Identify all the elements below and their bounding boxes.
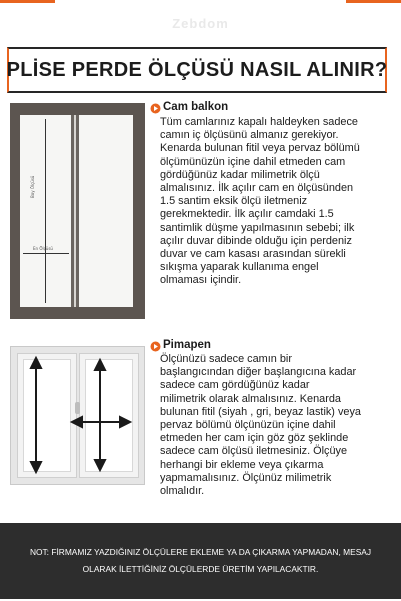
page-title: PLİSE PERDE ÖLÇÜSÜ NASIL ALINIR? [6,58,388,81]
text-line: açılır duvar dibinde olduğu için perdeniz [160,234,352,247]
text-line: milimetrik olarak almalısınız. Kenarda [160,392,341,405]
cam-balkon-description [160,116,360,288]
text-line: pervaz bölümü ölçünüzün içine dahil [160,419,336,432]
text-line: gerekmektedir. İlk açılır camdaki 1.5 [160,208,334,221]
width-label: En Ölçüsü [33,246,53,251]
text-line: camın iç ölçüsünü almanız gerekiyor. [160,129,339,142]
text-line: almalısınız. İlk açılır cam en ölçüsünden [160,182,354,195]
text-line: Ölçünüzü sadece camın bir [160,353,292,365]
cam-balkon-image [10,103,145,319]
text-line: etmeden her cam için göz göz şeklinde [160,432,349,445]
section-heading-cam-balkon: Cam balkon [163,101,229,113]
title-box [7,47,387,93]
section-heading-pimapen: Pimapen [163,339,211,351]
note-line: NOT: FİRMAMIZ YAZDIĞINIZ ÖLÇÜLERE EKLEME YA DA ÇIKARMA YAPMADAN, MESAJ [29,547,372,557]
text-line: gördüğünüz kadar milimetrik ölçü [160,168,320,181]
text-line: olmaması içindir. [160,274,242,287]
note-line: OLARAK İLETTİĞİNİZ ÖLÇÜLERDE ÜRETİM YAPILACAKTIR. [82,564,319,574]
pimapen-description [160,353,361,498]
height-label: Boy Ölçüsü [30,175,35,198]
bullet-arrow-icon [150,103,161,114]
text-line: Tüm camlarınız kapalı haldeyken sadece [160,116,358,128]
text-line: sıkışma yaparak kullanıma engel [160,261,319,274]
text-line: bulunan fitil (siyah , gri, beyaz lastik) veya [160,405,361,418]
text-line: Kenarda bulunan fitil veya pervaz bölümü [160,142,360,155]
text-line: sadece cam ölçüsü iletmesiniz. Ölçüye [160,445,348,458]
glass-pane-right [79,115,133,307]
text-line: ölçümünüzün içine dahil etmeden cam [160,155,346,168]
text-line: santimlik düşme yapılmasının sebebi; ilk [160,221,355,234]
text-line: olmalıdır. [160,485,205,498]
top-accent-right [346,0,401,3]
text-line: 1.5 santim eksik ölçü iletmeniz [160,195,308,208]
width-measure-line [23,253,69,254]
text-line: sadece cam gördüğünüz kadar [160,379,310,392]
text-line: herhangi bir ekleme veya çıkarma [160,458,324,471]
top-accent-left [0,0,55,3]
height-measure-line [45,119,46,303]
text-line: başlangıcından diğer başlangıcına kadar [160,366,357,379]
double-arrow-icon [10,346,145,485]
note-box [0,523,401,599]
text-line: yapmamalısınız. Ölçünüz milimetrik [160,471,332,484]
note-text [30,544,371,578]
brand-watermark: Zebdom [172,16,229,31]
text-line: duvar ve cam kasası arasından sürekli [160,248,346,261]
bullet-arrow-icon [150,341,161,352]
